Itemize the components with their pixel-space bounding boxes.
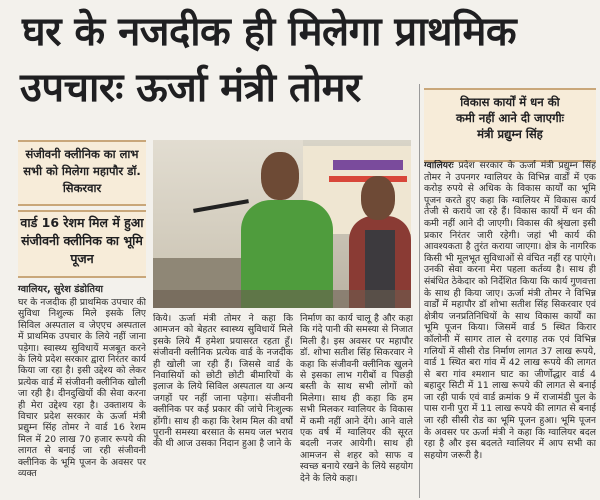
side-article [419, 84, 598, 498]
subhead-box-2: वार्ड 16 रेशम मिल में हुआ संजीवनी क्लीनिक का भूमि पूजन [18, 210, 146, 278]
side-article-text: प्रदेश सरकार के ऊर्जा मंत्री प्रद्युम्न सिंह तोमर ने उपनगर ग्वालियर के विभिन्न वार्डों में एक करोड़ रुपये से अधिक के विकास कार्यों का भूमि पूजन करते हुए कहा कि ग्वालियर में विकास कार्य तेजी से कराये जा रहे हैं। विकास कार्यों में धन की कमी नहीं आने दी जाएगी। विकास की श्रृंखला इसी प्रकार निरंतर जारी रहेगी। जहां भी कार्य की आवश्यकता है तुरंत कराया जाएगा। क्षेत्र के नागरिक किसी भी मूलभूत सुविधाओं से वंचित नहीं रह पाएंगे। उनकी सेवा करना मेरा पहला कर्तव्य है। साथ ही संबंधित ठेकेदार को निर्देशित किया कि कार्य गुणवत्ता के साथ ही किया जाए। ऊर्जा मंत्री तोमर ने विभिन्न वार्डों में महापौर डॉ शोभा सतीश सिंह सिकरवार एवं क्षेत्रीय जनप्रतिनिधियों के साथ विकास कार्यों का भूमि पूजन किया। जिसमें वार्ड 5 स्थित किरार कॉलोनी में सागर ताल से दरगाह तक एवं विभिन्न गलियों में सीसी रोड निर्माण लागत 37 लाख रूपये, वार्ड 1 स्थित बरा गांव में 42 लाख रूपये की लागत से बरा गांव श्मशान घाट का जीर्णोद्धार वार्ड 4 बहादुर सिटी में 11 लाख रूपये की लागत से बनाई जा रही पार्क एवं वार्ड क्रमांक 9 में राजामंडी पुल के पास रानी पुरा में 11 लाख रूपये की लागत से बनाई जा रही सीसी रोड का भूमि पूजन हुआ। भूमि पूजन के अवसर पर ऊर्जा मंत्री ने कहा कि ग्वालियर बदल रहा है और इस बदलते ग्वालियर में आप सभी का सहयोग जरूरी है। [424, 160, 596, 461]
photo-person-head [361, 176, 395, 220]
byline: ग्वालियर, सुरेश डंडोतिया [18, 284, 104, 295]
side-dateline: ग्वालियरः [424, 160, 454, 171]
article-column-3-text: निर्माण का कार्य चालू है और कहा कि गंदे पानी की समस्या से निजात मिली है। इस अवसर पर महापौर डॉ. शोभा सतीश सिंह सिकरवार ने कहा कि संजीवनी क्लीनिक खुलने से इसका लाभ गरीबों व पिछड़ी बस्ती के साथ सभी लोगों को मिलेगा। साथ ही कहा कि हम सभी मिलकर ग्वालियर के विकास में कमी नहीं आने देंगे। आने वाले एक वर्ष में ग्वालियर की सूरत बदली नजर आयेगी। साथ ही आमजन से शहर को साफ व स्वच्छ बनाये रखने के लिये सहयोग देने के लिये कहा। [300, 313, 413, 484]
headline-line-2: उपचारः ऊर्जा मंत्री तोमर [20, 65, 361, 111]
article-column-1 [18, 297, 146, 493]
photo-crowd [153, 290, 411, 308]
article-column-1-text: घर के नजदीक ही प्राथमिक उपचार की सुविधा निशुल्क मिले इसके लिए सिविल अस्पताल व जेएएच अस्पताल में प्राथमिक उपचार के लिये नहीं जाना पड़ेगा। स्वास्थ्य सुविधायें मजबूत करने के लिये प्रदेश सरकार द्वारा निरंतर कार्य किया जा रहा है। इसी उद्देश्य को लेकर प्रत्येक वार्ड में संजीवनी क्लीनिक खोली जा रही है। दीनदुखियों की सेवा करना ही मेरा उद्देश्य रहा है। उक्ताशय के विचार प्रदेश सरकार के ऊर्जा मंत्री प्रद्युम्न सिंह तोमर ने वार्ड 16 रेशम मिल में 20 लाख 70 हजार रूपये की लागत से बनाई जा रही संजीवनी क्लीनिक के भूमि पूजन के अवसर पर व्यक्त [18, 297, 146, 480]
side-article-body [424, 160, 596, 494]
photo-banner-stripe [333, 160, 403, 170]
subhead-box-1: संजीवनी क्लीनिक का लाभ सभी को मिलेगा महापौर डॉ. सिकरवार [18, 140, 146, 206]
side-headline-line-1: विकास कार्यों में धन की [460, 95, 560, 109]
article-column-2 [153, 313, 293, 493]
headline-line-1: घर के नजदीक ही मिलेगा प्राथमिक [22, 9, 517, 55]
photo-speaker-head [261, 152, 299, 200]
news-photo [153, 140, 411, 308]
article-column-2-text: किये। ऊर्जा मंत्री तोमर ने कहा कि आमजन को बेहतर स्वास्थ्य सुविधायें मिले इसके लिये मैं हमेशा प्रयासरत रहता हूँ। संजीवनी क्लीनिक प्रत्येक वार्ड के नजदीक ही खोली जा रही हैं। जिससे वार्ड के निवासियों को छोटी छोटी बीमारियों के इलाज के लिये सिविल अस्पताल या अन्य जगहों पर नहीं जाना पड़ेगा। संजीवनी क्लीनिक पर कई प्रकार की जांचे निःशुल्क होंगी। साथ ही कहा कि रेशम मिल की वर्षों पुरानी समस्या बरसात के समय जल भराव की थी आज उसका निदान हुआ है जाने के [153, 313, 293, 450]
side-article-headline [424, 88, 596, 162]
side-headline-line-2: कमी नहीं आने दी जाएगीः [456, 111, 564, 125]
side-headline-line-3: मंत्री प्रद्युम्न सिंह [477, 127, 543, 141]
article-column-3 [300, 313, 413, 493]
